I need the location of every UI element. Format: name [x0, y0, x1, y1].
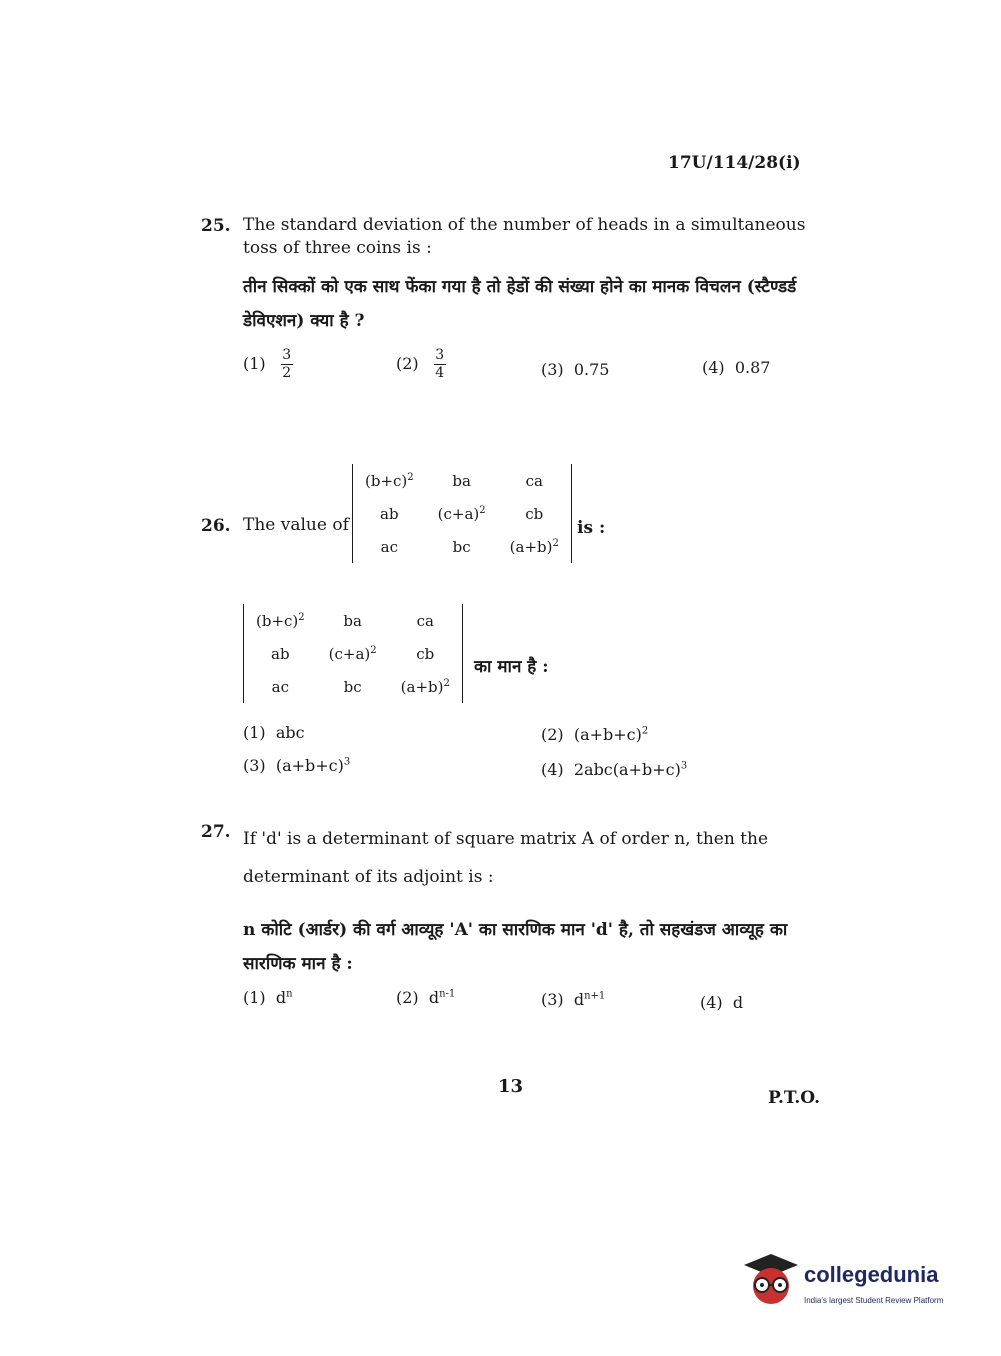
option-value: 0.87 — [734, 358, 771, 377]
option-value: d — [573, 990, 585, 1009]
q26-number: 26. — [201, 516, 231, 536]
option-label: (3) — [541, 990, 564, 1009]
q25-text-en: The standard deviation of the number of heads in a simultaneous toss of three coins is : — [243, 215, 806, 258]
option-label: (4) — [702, 358, 725, 377]
q25-number: 25. — [201, 216, 231, 236]
matrix-cell: cb — [416, 644, 435, 663]
matrix-cell: ac — [271, 677, 289, 696]
pto-label: P.T.O. — [768, 1088, 820, 1108]
option-value: d — [275, 988, 287, 1007]
matrix-cell: $(b+c)^2$ — [256, 611, 305, 630]
matrix-cell: ac — [380, 537, 398, 556]
fraction: $\frac{3}{4}$ — [435, 347, 445, 381]
matrix-cell: ca — [416, 611, 434, 630]
q26-determinant-en — [352, 464, 572, 563]
matrix-cell: bc — [452, 537, 471, 556]
q27-option-2: (2) $d^{n-1}$ — [396, 988, 456, 1007]
matrix-cell: $(a+b)^2$ — [400, 677, 450, 696]
option-value: (a+b+c) — [573, 725, 642, 744]
q25-option-2 — [396, 348, 446, 381]
option-value: 2abc(a+b+c) — [573, 760, 681, 779]
option-label: (1) — [243, 988, 266, 1007]
option-value: (a+b+c) — [275, 756, 344, 775]
collegedunia-logo — [742, 1252, 974, 1312]
option-value: d — [428, 988, 440, 1007]
option-label: (2) — [396, 988, 419, 1007]
matrix-cell: ab — [380, 504, 399, 523]
matrix-cell: ca — [525, 471, 543, 490]
q25-text-hi: तीन सिक्कों को एक साथ फेंका गया है तो हेडों की संख्या होने का मानक विचलन (स्टैण्डर्ड डेविएशन) क्या है ? — [243, 277, 797, 331]
option-label: (4) — [541, 760, 564, 779]
option-value: 0.75 — [573, 360, 610, 379]
q26-option-1 — [243, 723, 305, 742]
fraction: $\frac{3}{2}$ — [282, 347, 292, 381]
option-label: (2) — [396, 354, 419, 373]
matrix-cell: $(b+c)^2$ — [365, 471, 414, 490]
logo-tagline: India's largest Student Review Platform — [804, 1296, 944, 1305]
paper-code: 17U/114/28(i) — [668, 153, 801, 173]
q26-suffix-hi: का मान है : — [474, 657, 549, 677]
q26-option-4: (4) $2abc(a+b+c)^3$ — [541, 760, 688, 779]
q27-number: 27. — [201, 822, 231, 842]
q25-option-4 — [702, 358, 770, 377]
matrix-cell: bc — [343, 677, 362, 696]
q27-option-3: (3) $d^{n+1}$ — [541, 990, 606, 1009]
q25-option-1 — [243, 348, 293, 381]
matrix-cell: ba — [343, 611, 362, 630]
q27-text-hi: n कोटि (आर्डर) की वर्ग आव्यूह 'A' का सारणिक मान 'd' है, तो सहखंडज आव्यूह का सारणिक मान है : — [243, 920, 788, 974]
matrix-cell: ab — [271, 644, 290, 663]
matrix-cell: $(a+b)^2$ — [509, 537, 559, 556]
q26-option-2: (2) $(a+b+c)^2$ — [541, 725, 649, 744]
option-label: (4) — [700, 993, 723, 1012]
matrix-cell: $(c+a)^2$ — [328, 644, 377, 663]
q27-option-1: (1) $d^n$ — [243, 988, 293, 1007]
q26-suffix-en: is : — [577, 518, 606, 538]
option-label: (3) — [541, 360, 564, 379]
matrix-cell: $(c+a)^2$ — [437, 504, 486, 523]
q27-text-en: If 'd' is a determinant of square matrix A of order n, then the determinant of its adjoint is : — [243, 829, 769, 887]
q25-option-3 — [541, 360, 609, 379]
q26-option-3: (3) $(a+b+c)^3$ — [243, 756, 351, 775]
q26-prefix: The value of — [243, 515, 349, 535]
option-label: (1) — [243, 354, 266, 373]
logo-name: collegedunia — [804, 1262, 939, 1287]
page-number: 13 — [498, 1076, 524, 1097]
option-label: (1) — [243, 723, 266, 742]
matrix-cell: cb — [525, 504, 544, 523]
option-value: abc — [275, 723, 305, 742]
option-label: (3) — [243, 756, 266, 775]
q26-determinant-hi — [243, 604, 463, 703]
mascot-icon — [742, 1252, 800, 1310]
option-label: (2) — [541, 725, 564, 744]
matrix-cell: ba — [452, 471, 471, 490]
option-value: d — [732, 993, 744, 1012]
q27-option-4 — [700, 993, 743, 1012]
